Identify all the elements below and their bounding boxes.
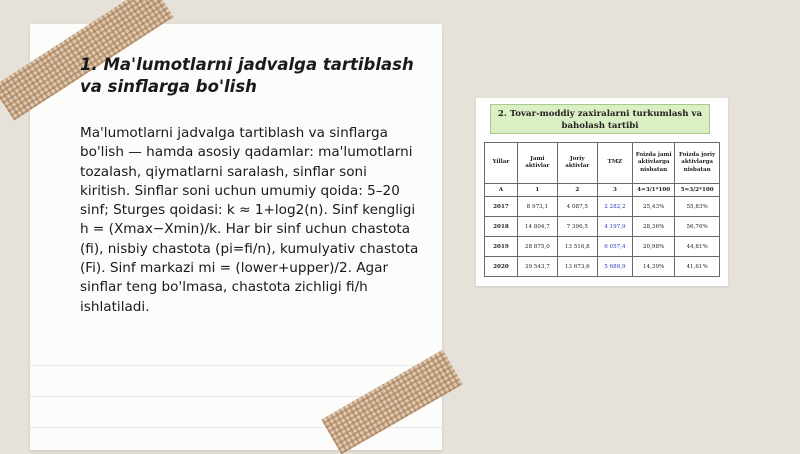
column-number: 3 [597, 184, 632, 197]
table-cell: 25,43% [633, 197, 675, 217]
table-cell: 5 689,9 [597, 257, 632, 277]
slide-body-text: Ma'lumotlarni jadvalga tartiblash va sinflarga bo'lish — hamda asosiy qadamlar: ma'lumotlarni tozalash, qiymatlarni saralash, sinflar soni kiritish. Sinflar soni uchun umumiy qoida: 5–20 sinf; Sturges qoidasi: k ≈ 1+log2(n). Sinf kengligi h = (Xmax−Xmin)/k. Har bir sinf uchun chastota (fi), nisbiy chastota (pi=fi/n), kumulyativ chastota (Fi). Sinf markazi mi = (lower+upper)/2. Agar sinflar teng bo'lmasa, chastota zichligi fi/h ishlatiladi. [80, 125, 419, 315]
table-cell: 6 057,4 [597, 237, 632, 257]
table-cell: 28,36% [633, 217, 675, 237]
table-cell: 13 673,6 [557, 257, 597, 277]
table-row [485, 217, 720, 237]
data-table [484, 142, 720, 277]
column-header: TMZ [597, 143, 632, 184]
table-cell: 4 197,9 [597, 217, 632, 237]
table-cell: 13 516,8 [557, 237, 597, 257]
table-number-row [485, 184, 720, 197]
table-cell: 44,81% [675, 237, 720, 257]
column-number: 1 [517, 184, 557, 197]
table-row [485, 237, 720, 257]
slide-title-line-1: 1. Ma'lumotlarni jadvalga tartiblash [80, 55, 414, 74]
column-header: Foizda joriy aktivlarga nisbatan [675, 143, 720, 184]
table-cell: 28 875,0 [517, 237, 557, 257]
table-cell: 20,98% [633, 237, 675, 257]
table-row [485, 197, 720, 217]
table-cell: 2017 [485, 197, 518, 217]
table-cell: 2 282,2 [597, 197, 632, 217]
table-cell: 7 396,5 [557, 217, 597, 237]
table-cell: 2018 [485, 217, 518, 237]
column-header: Joriy aktivlar [557, 143, 597, 184]
table-cell: 14 804,7 [517, 217, 557, 237]
table-cell: 4 087,5 [557, 197, 597, 217]
column-header: Foizda jami aktivlarga nisbatan [633, 143, 675, 184]
column-number: 4=3/1*100 [633, 184, 675, 197]
table-cell: 41,61% [675, 257, 720, 277]
table-cell: 39 543,7 [517, 257, 557, 277]
slide-title-line-2: va sinflarga bo'lish [80, 77, 257, 96]
column-header: Jami aktivlar [517, 143, 557, 184]
table-cell: 55,83% [675, 197, 720, 217]
table-header-row [485, 143, 720, 184]
table-cell: 56,76% [675, 217, 720, 237]
column-number: 5=3/2*100 [675, 184, 720, 197]
column-number: 2 [557, 184, 597, 197]
column-number: A [485, 184, 518, 197]
table-cell: 2020 [485, 257, 518, 277]
table-cell: 8 973,1 [517, 197, 557, 217]
slide-title [80, 54, 420, 98]
table-title: 2. Tovar-moddiy zaxiralarni turkumlash va baholash tartibi [490, 104, 710, 134]
table-cell: 2019 [485, 237, 518, 257]
table-row [485, 257, 720, 277]
table-cell: 14,39% [633, 257, 675, 277]
column-header: Yillar [485, 143, 518, 184]
table-image-card [476, 98, 728, 286]
